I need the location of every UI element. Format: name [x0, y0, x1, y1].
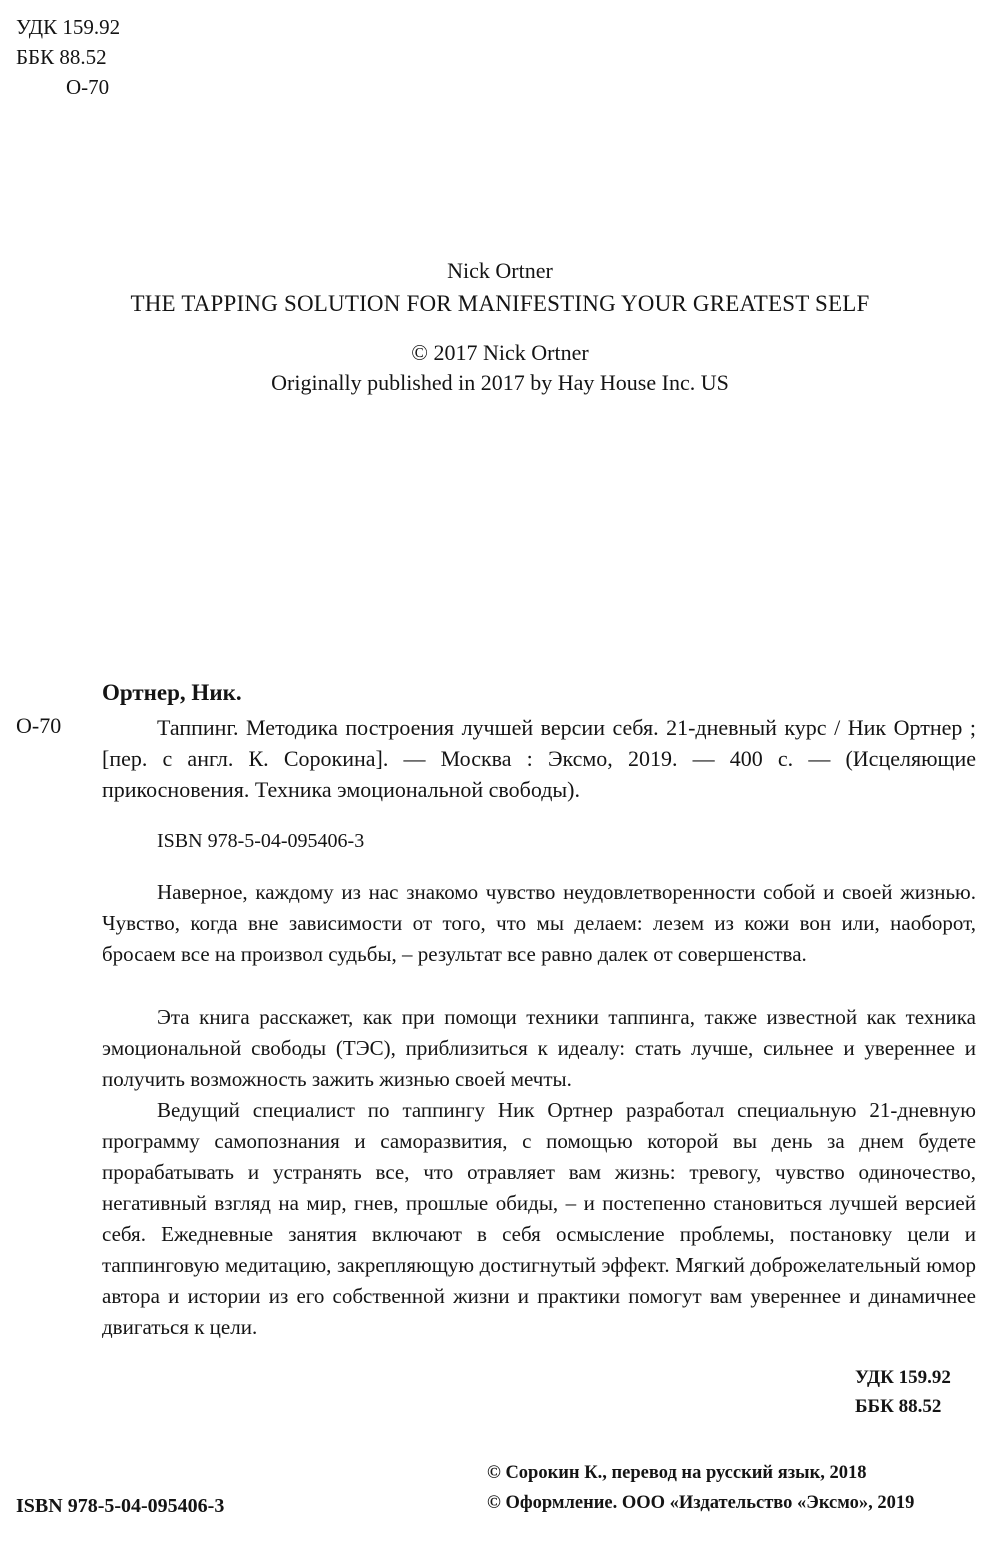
translation-copyright: © Сорокин К., перевод на русский язык, 2018	[487, 1463, 867, 1483]
author-mark-top: О-70	[66, 75, 110, 99]
bbk-code-top: ББК 88.52	[16, 45, 107, 69]
original-title: THE TAPPING SOLUTION FOR MANIFESTING YOUR GREATEST SELF	[130, 291, 870, 316]
isbn-footer: ISBN 978-5-04-095406-3	[16, 1495, 225, 1517]
author-mark-card: О-70	[16, 713, 62, 738]
original-author: Nick Ortner	[447, 258, 553, 283]
original-publisher-note: Originally published in 2017 by Hay House Inc. US	[271, 370, 729, 395]
bibliographic-description: Таппинг. Методика построения лучшей версии себя. 21-дневный курс / Ник Ортнер ; [пер. с англ. К. Сорокина]. — Москва : Эксмо, 2019. — 400 с. — (Исцеляющие прикосновения. Техника эмоциональной свободы).	[102, 715, 976, 802]
author-heading: Ортнер, Ник.	[102, 680, 242, 705]
annotation-paragraph-3: Ведущий специалист по таппингу Ник Ортнер разработал специальную 21-дневную программу самопознания и саморазвития, с помощью которой вы день за днем будете прорабатывать и устранять все, что отравляет вам жизнь: тревогу, чувство одиночество, негативный взгляд на мир, гнев, прошлые обиды, – и постепенно становиться лучшей версией себя. Ежедневные занятия включают в себя осмысление проблемы, постановку цели и таппинговую медитацию, закрепляющую достигнутый эффект. Мягкий доброжелательный юмор автора и истории из его собственной жизни и практики помогут вам увереннее и динамичнее двигаться к цели.	[102, 1098, 976, 1339]
udk-code-top: УДК 159.92	[16, 15, 121, 39]
design-copyright: © Оформление. ООО «Издательство «Эксмо», 2019	[487, 1493, 915, 1513]
original-copyright: © 2017 Nick Ortner	[411, 340, 589, 365]
bbk-code-bottom: ББК 88.52	[855, 1396, 942, 1417]
isbn-card: ISBN 978-5-04-095406-3	[157, 830, 365, 852]
udk-code-bottom: УДК 159.92	[855, 1367, 951, 1388]
annotation-paragraph-1: Наверное, каждому из нас знакомо чувство неудовлетворенности собой и своей жизнью. Чувство, когда вне зависимости от того, что мы делаем: лезем из кожи вон или, наоборот, бросаем все на произвол судьбы, – результат все равно далек от совершенства.	[102, 880, 976, 966]
annotation-paragraph-2: Эта книга расскажет, как при помощи техники таппинга, также известной как техника эмоциональной свободы (ТЭС), приблизиться к идеалу: стать лучше, сильнее и увереннее и получить возможность зажить жизнью своей мечты.	[102, 1005, 976, 1091]
